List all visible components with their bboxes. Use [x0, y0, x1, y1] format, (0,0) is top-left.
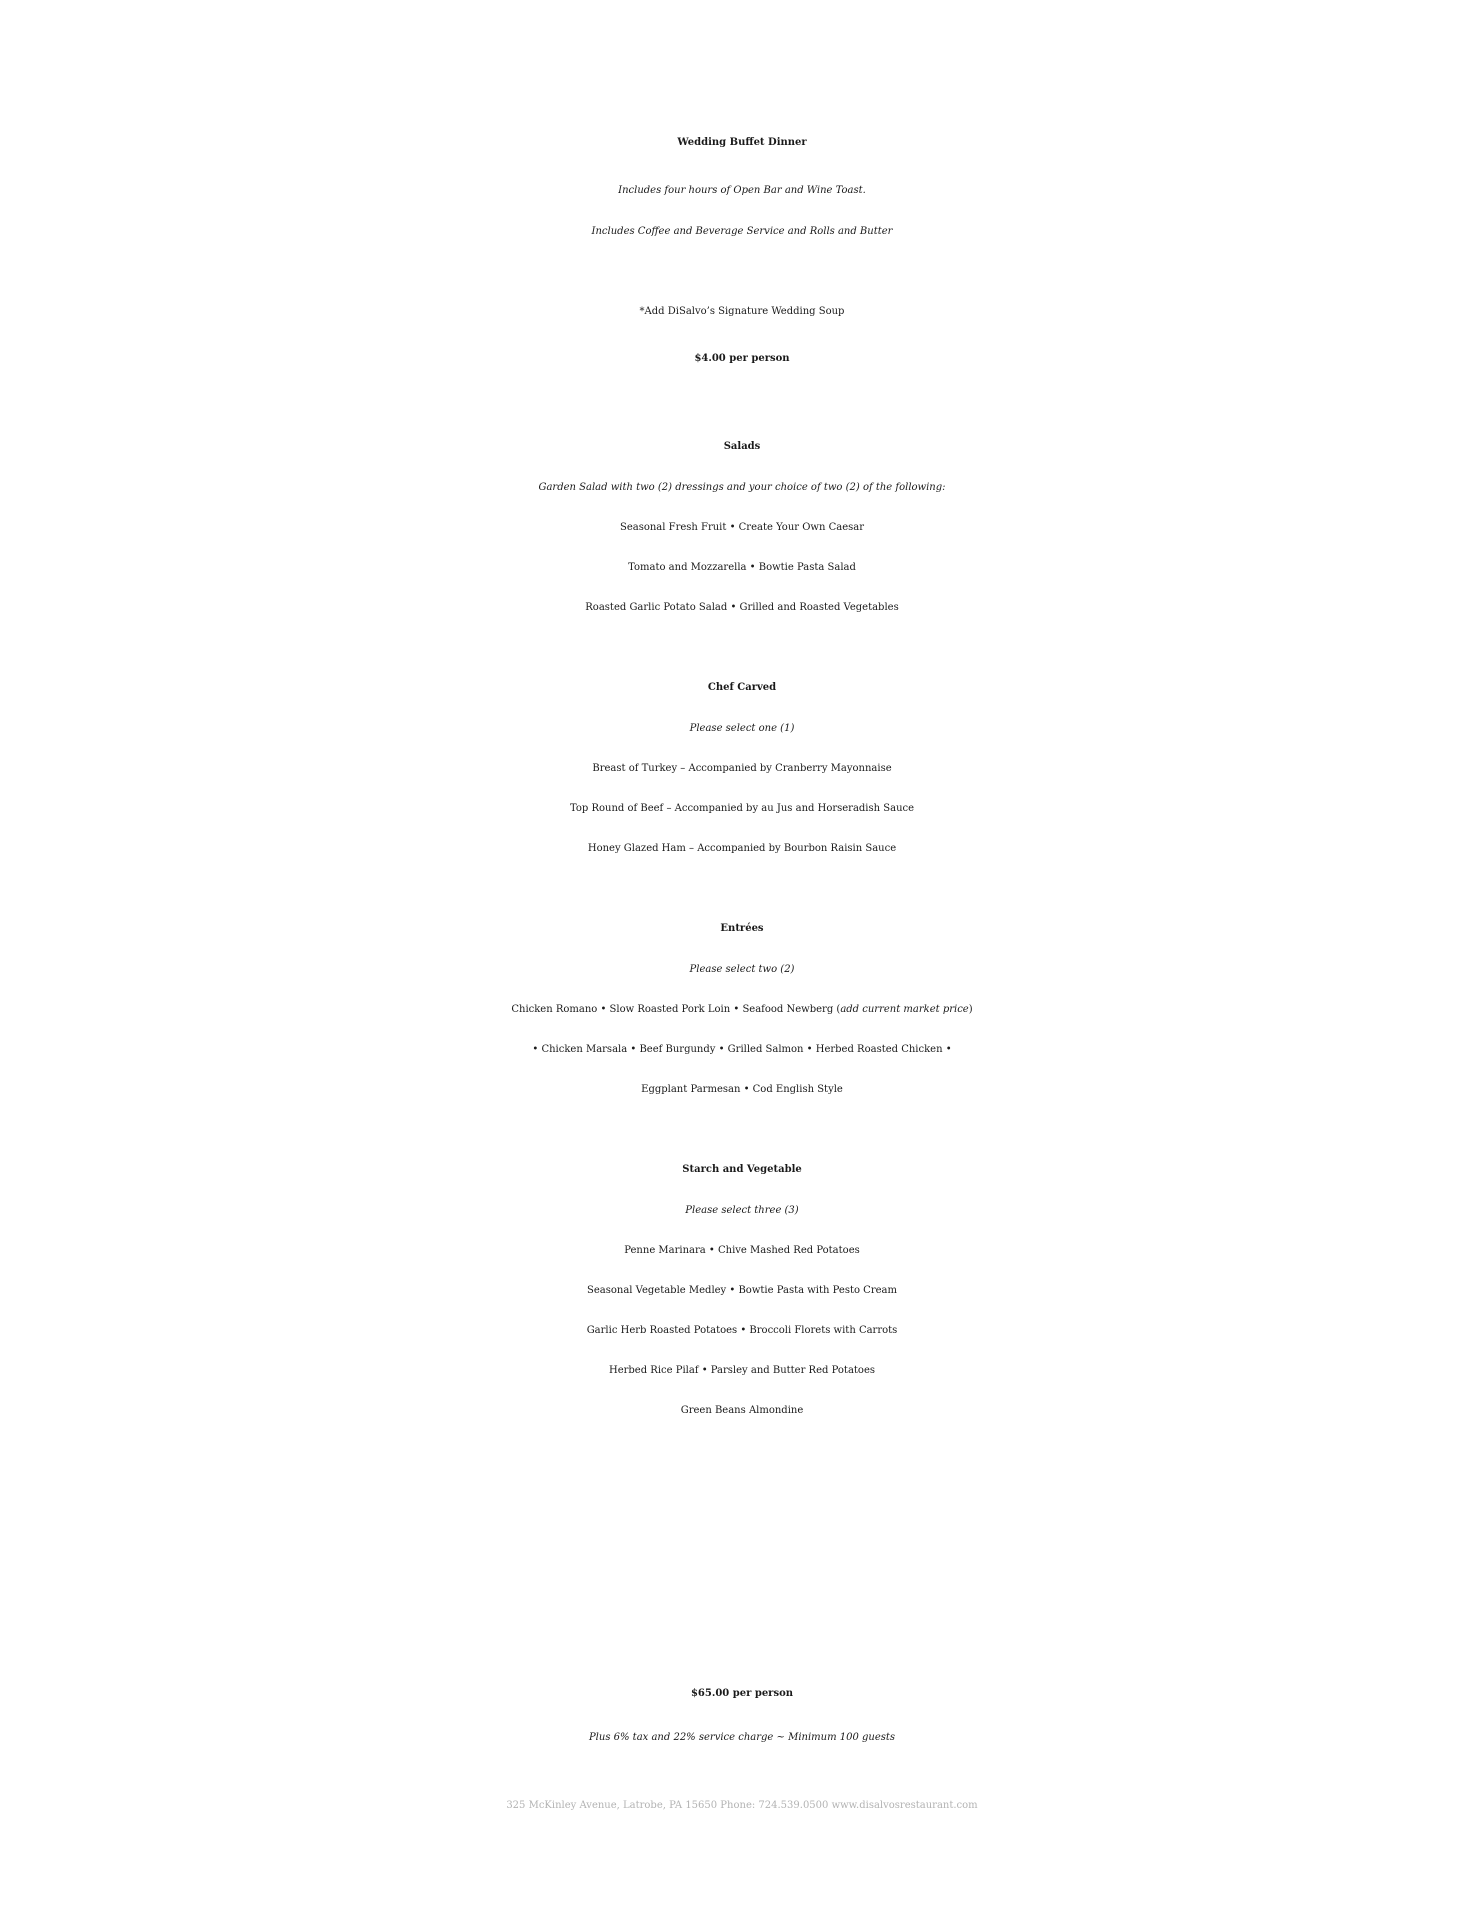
starch-vegetable-line-5: Green Beans Almondine	[680, 1405, 804, 1416]
soup-addon-text: *Add DiSalvo’s Signature Wedding Soup	[639, 306, 845, 317]
starch-vegetable-line-4: Herbed Rice Pilaf • Parsley and Butter Red Potatoes	[608, 1365, 875, 1376]
soup-addon-price: $4.00 per person	[694, 353, 790, 364]
starch-vegetable-note: Please select three (3)	[685, 1205, 799, 1216]
salads-heading: Salads	[723, 441, 761, 452]
entrees-market-price-note: add current market price	[840, 1004, 969, 1015]
subtitle-open-bar: Includes four hours of Open Bar and Wine Toast.	[618, 185, 866, 196]
chef-carved-heading: Chef Carved	[707, 682, 777, 693]
chef-carved-line-2: Top Round of Beef – Accompanied by au Jus and Horseradish Sauce	[569, 803, 915, 814]
menu-title: Wedding Buffet Dinner	[677, 137, 807, 148]
starch-vegetable-heading: Starch and Vegetable	[682, 1164, 802, 1175]
entrees-line-1-close: )	[968, 1004, 973, 1015]
starch-vegetable-line-1: Penne Marinara • Chive Mashed Red Potatoes	[624, 1245, 860, 1256]
pricing-terms: Plus 6% tax and 22% service charge ~ Minimum 100 guests	[588, 1732, 896, 1743]
entrees-line-3: Eggplant Parmesan • Cod English Style	[641, 1084, 843, 1095]
chef-carved-line-1: Breast of Turkey – Accompanied by Cranberry Mayonnaise	[592, 763, 892, 774]
salads-note: Garden Salad with two (2) dressings and your choice of two (2) of the following:	[538, 482, 946, 493]
entrees-line-2: • Chicken Marsala • Beef Burgundy • Grilled Salmon • Herbed Roasted Chicken •	[532, 1044, 952, 1055]
salads-line-2: Tomato and Mozzarella • Bowtie Pasta Salad	[628, 562, 856, 573]
entrees-line-1-main: Chicken Romano • Slow Roasted Pork Loin • Seafood Newberg (	[511, 1004, 841, 1015]
entrees-note: Please select two (2)	[689, 964, 795, 975]
starch-vegetable-line-2: Seasonal Vegetable Medley • Bowtie Pasta with Pesto Cream	[587, 1285, 897, 1296]
subtitle-beverage: Includes Coffee and Beverage Service and Rolls and Butter	[591, 226, 893, 237]
chef-carved-note: Please select one (1)	[689, 723, 795, 734]
entrees-heading: Entrées	[720, 923, 764, 934]
entrees-line-1	[0, 1005, 1484, 1015]
footer-contact: 325 McKinley Avenue, Latrobe, PA 15650 Phone: 724.539.0500 www.disalvosrestaurant.com	[506, 1800, 978, 1811]
chef-carved-line-3: Honey Glazed Ham – Accompanied by Bourbon Raisin Sauce	[587, 843, 897, 854]
salads-line-1: Seasonal Fresh Fruit • Create Your Own Caesar	[619, 522, 865, 533]
package-price: $65.00 per person	[690, 1688, 794, 1699]
salads-line-3: Roasted Garlic Potato Salad • Grilled and Roasted Vegetables	[585, 602, 899, 613]
starch-vegetable-line-3: Garlic Herb Roasted Potatoes • Broccoli Florets with Carrots	[586, 1325, 898, 1336]
